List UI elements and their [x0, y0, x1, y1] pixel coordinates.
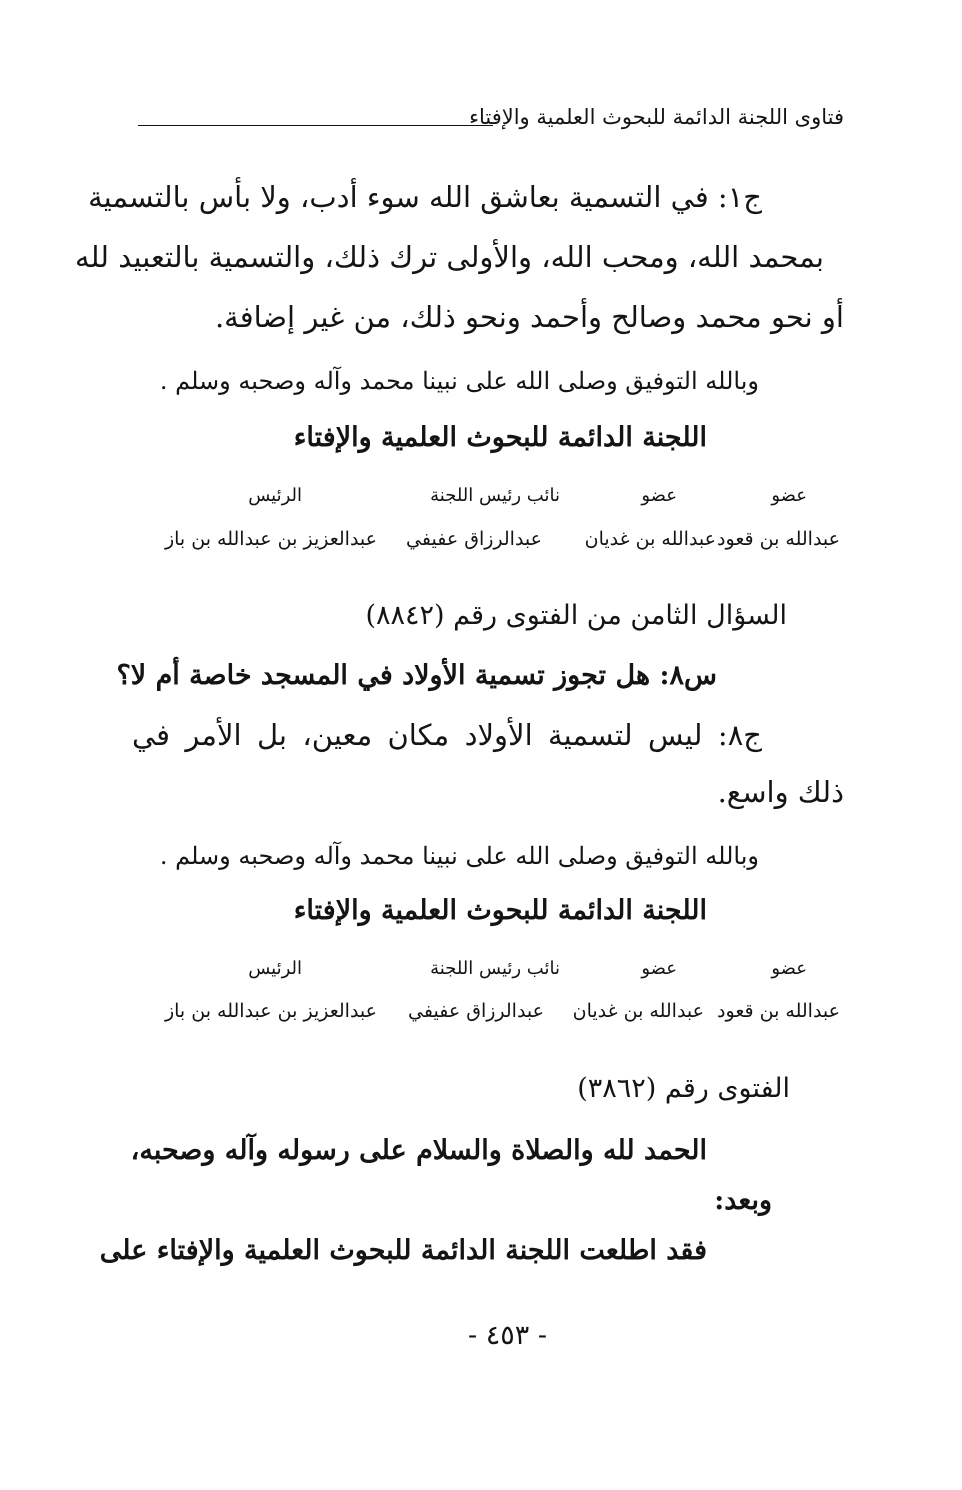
page-number: - ٤٥٣ -: [468, 1320, 547, 1351]
sig2-name-3: عبدالرزاق عفيفي: [408, 1000, 544, 1022]
committee-name-2: اللجنة الدائمة للبحوث العلمية والإفتاء: [293, 895, 707, 926]
question8-text: س٨: هل تجوز تسمية الأولاد في المسجد خاصة أم لا؟: [116, 660, 717, 691]
fatwa-line-3: فقد اطلعت اللجنة الدائمة للبحوث العلمية والإفتاء على: [99, 1235, 707, 1266]
sig1-name-4: عبدالعزيز بن عبدالله بن باز: [164, 528, 377, 550]
sig2-name-1: عبدالله بن قعود: [717, 1000, 840, 1022]
fatwa-line-1: الحمد لله والصلاة والسلام على رسوله وآله وصحبه،: [130, 1135, 707, 1166]
answer8-line-2: ذلك واسع.: [717, 775, 844, 809]
sig1-name-1: عبدالله بن قعود: [717, 528, 840, 550]
running-header: فتاوى اللجنة الدائمة للبحوث العلمية والإفتاء: [469, 105, 844, 129]
fatwa-line-2: وبعد:: [714, 1185, 772, 1216]
closing-line-1: وبالله التوفيق وصلى الله على نبينا محمد وآله وصحبه وسلم .: [159, 367, 759, 395]
answer1-line-3: أو نحو محمد وصالح وأحمد ونحو ذلك، من غير إضافة.: [214, 300, 844, 334]
sig2-name-2: عبدالله بن غديان: [572, 1000, 704, 1022]
question8-heading: السؤال الثامن من الفتوى رقم (٨٨٤٢): [365, 600, 787, 631]
sig1-role-deputy: نائب رئيس اللجنة: [430, 485, 560, 506]
answer1-line-1: ج١: في التسمية بعاشق الله سوء أدب، ولا بأس بالتسمية: [88, 180, 762, 214]
answer8-line-1: ج٨: ليس لتسمية الأولاد مكان معين، بل الأمر في: [132, 718, 762, 752]
sig2-role-chairman: الرئيس: [248, 958, 302, 979]
header-rule: [138, 125, 493, 126]
committee-name-1: اللجنة الدائمة للبحوث العلمية والإفتاء: [293, 422, 707, 453]
sig1-role-member-2: عضو: [641, 485, 677, 506]
answer1-line-2: بمحمد الله، ومحب الله، والأولى ترك ذلك، والتسمية بالتعبيد لله: [75, 240, 824, 274]
sig1-name-2: عبدالله بن غديان: [584, 528, 716, 550]
sig2-role-member-1: عضو: [771, 958, 807, 979]
sig1-role-chairman: الرئيس: [248, 485, 302, 506]
sig2-role-deputy: نائب رئيس اللجنة: [430, 958, 560, 979]
closing-line-2: وبالله التوفيق وصلى الله على نبينا محمد وآله وصحبه وسلم .: [159, 842, 759, 870]
fatwa-heading: الفتوى رقم (٣٨٦٢): [577, 1073, 790, 1104]
sig2-name-4: عبدالعزيز بن عبدالله بن باز: [164, 1000, 377, 1022]
sig1-name-3: عبدالرزاق عفيفي: [406, 528, 542, 550]
sig2-role-member-2: عضو: [641, 958, 677, 979]
sig1-role-member-1: عضو: [771, 485, 807, 506]
